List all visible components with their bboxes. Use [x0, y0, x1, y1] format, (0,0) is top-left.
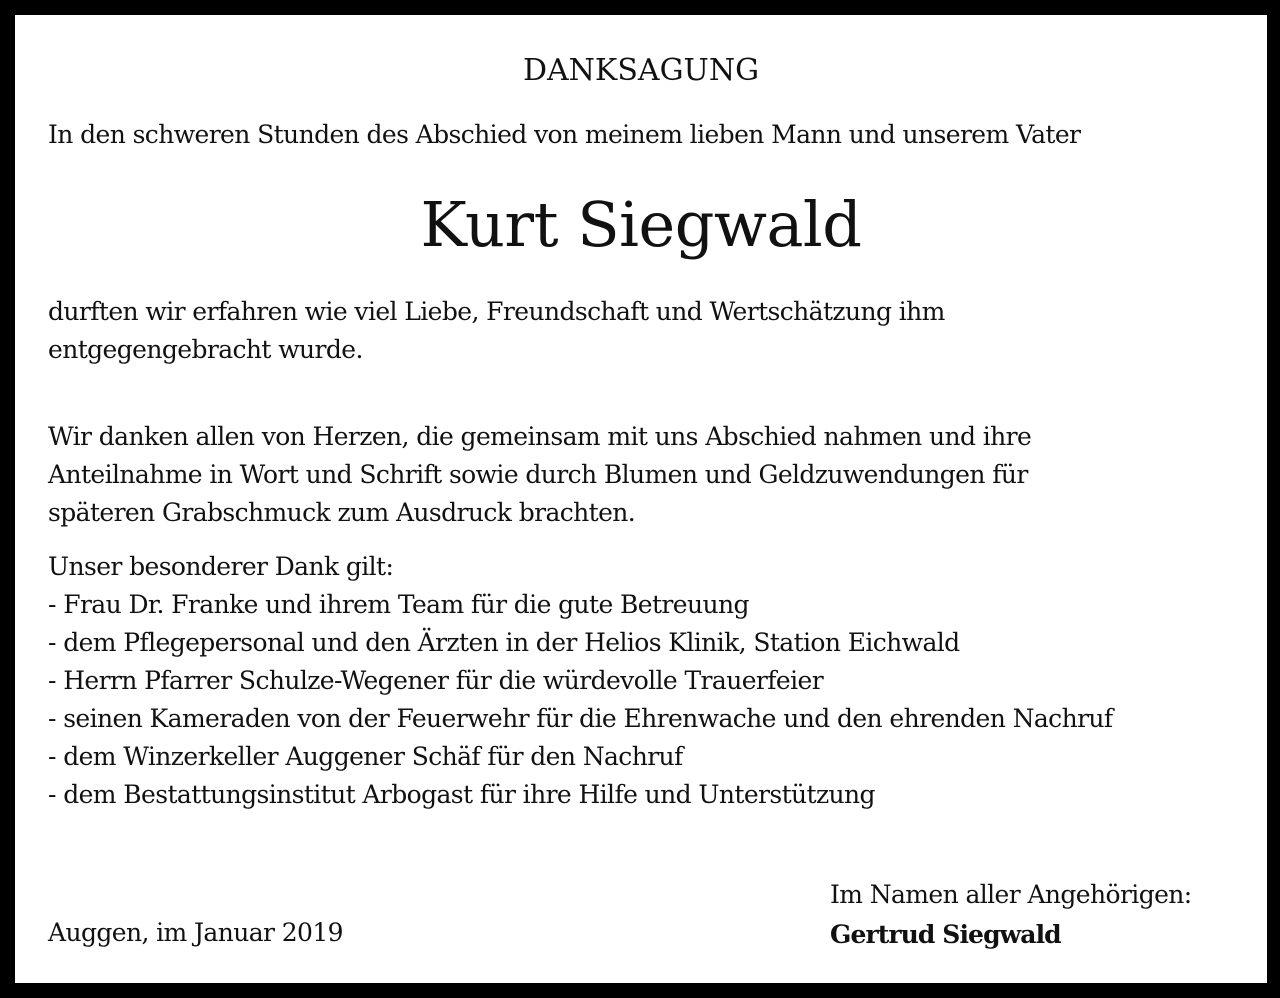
- thanks-item: - dem Pflegepersonal und den Ärzten in der Helios Klinik, Station Eichwald: [48, 628, 960, 657]
- text-line: Wir danken allen von Herzen, die gemeinsam mit uns Abschied nahmen und ihre: [48, 422, 1032, 451]
- thanks-item: - seinen Kameraden von der Feuerwehr für die Ehrenwache und den ehrenden Nachruf: [48, 704, 1113, 733]
- text-line: Anteilnahme in Wort und Schrift sowie durch Blumen und Geldzuwendungen für: [48, 460, 1028, 489]
- deceased-name: Kurt Siegwald: [420, 188, 862, 261]
- intro-text: In den schweren Stunden des Abschied von meinem lieben Mann und unserem Vater: [48, 120, 1081, 149]
- signoff-block: [830, 875, 1192, 955]
- thanks-item: - Herrn Pfarrer Schulze-Wegener für die würdevolle Trauerfeier: [48, 666, 824, 695]
- text-line: durften wir erfahren wie viel Liebe, Freundschaft und Wertschätzung ihm: [48, 297, 945, 326]
- thanks-item: - Frau Dr. Franke und ihrem Team für die gute Betreuung: [48, 590, 749, 619]
- text-line: späteren Grabschmuck zum Ausdruck brachten.: [48, 498, 636, 527]
- special-thanks-intro: Unser besonderer Dank gilt:: [48, 552, 394, 581]
- notice-heading: DANKSAGUNG: [522, 53, 760, 88]
- thanks-item: - dem Bestattungsinstitut Arbogast für ihre Hilfe und Unterstützung: [48, 780, 875, 809]
- text-line: entgegengebracht wurde.: [48, 335, 363, 364]
- paragraph-gratitude: [48, 418, 1031, 532]
- thanks-item: - dem Winzerkeller Auggener Schäf für den Nachruf: [48, 742, 683, 771]
- paragraph-experience: [48, 293, 945, 369]
- signer-name: Gertrud Siegwald: [830, 920, 1061, 949]
- special-thanks-list: [48, 548, 1113, 814]
- signoff-label: Im Namen aller Angehörigen:: [830, 880, 1192, 909]
- obituary-notice: [15, 15, 1267, 983]
- place-and-date: Auggen, im Januar 2019: [48, 918, 343, 947]
